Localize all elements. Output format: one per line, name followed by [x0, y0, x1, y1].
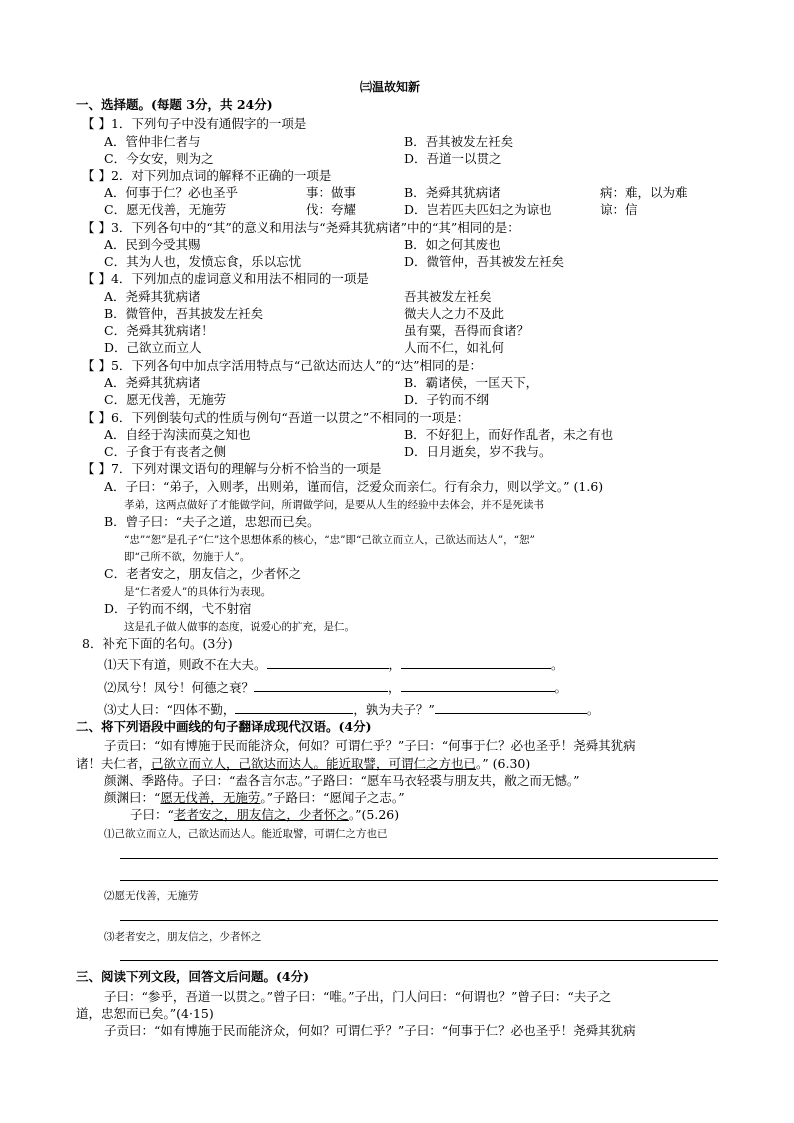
- q2-option-b: B．尧舜其犹病诸: [404, 185, 501, 200]
- q8-line-3-text-b: ，孰为夫子？”: [353, 702, 435, 717]
- q8-line-3-text-a: ⑶丈人曰：“四体不勤，: [104, 702, 236, 717]
- sec2-para-line-2-a: 诸！夫仁者，: [76, 756, 152, 771]
- q7-option-d-note: 这是孔子做人做事的态度，说爱心的扩充，是仁。: [124, 621, 355, 633]
- sec3-para-line-3: 子贡曰：“如有博施于民而能济众，何如？可谓仁乎？”子曰：“何事于仁？必也圣乎！尧舜其犹病: [104, 1023, 636, 1038]
- q8-blank-1b[interactable]: [401, 656, 551, 669]
- q7-option-b-note-2: 即“己所不欲，勿施于人”。: [124, 551, 251, 563]
- q3-stem: 【 】3．下列各句中的“其”的意义和用法与“尧舜其犹病诸”中的“其”相同的是：: [82, 220, 520, 235]
- section1-heading: 一、选择题。(每题 3分，共 24分): [76, 97, 273, 112]
- q4-option-c: C．尧舜其犹病诸！: [104, 323, 214, 338]
- q4-option-d-pair: 人而不仁，如礼何: [404, 340, 505, 355]
- sec2-underlined-sentence-1: 己欲立而立人，己欲达而达人。能近取譬，可谓仁之方也已: [151, 756, 477, 771]
- q7-option-c-note: 是“仁者爱人”的具体行为表现。: [124, 586, 272, 598]
- q1-option-c: C．今女安，则为之: [104, 151, 214, 166]
- q7-stem: 【 】7．下列对课文语句的理解与分析不恰当的一项是: [82, 461, 382, 476]
- sec2-underlined-sentence-3: 老者安之，朋友信之，少者怀之: [173, 807, 349, 822]
- q4-option-a: A．尧舜其犹病诸: [104, 289, 201, 304]
- q8-blank-3b[interactable]: [435, 701, 587, 714]
- q8-line-1: ⑴天下有道，则政不在大夫。 ， 。: [104, 657, 564, 672]
- translate-item-3: ⑶老者安之，朋友信之，少者怀之: [104, 931, 262, 943]
- answer-line-1a[interactable]: [120, 858, 718, 859]
- q4-option-a-pair: 吾其被发左衽矣: [404, 289, 492, 304]
- sec2-para-line-2: [76, 756, 530, 772]
- section2-heading: 二、将下列语段中画线的句子翻译成现代汉语。(4分): [76, 719, 372, 734]
- sec3-para-line-2: 道，忠恕而已矣。”(4·15): [76, 1006, 214, 1021]
- q6-option-c: C．子食于有丧者之侧: [104, 444, 227, 459]
- q6-stem: 【 】6．下列倒装句式的性质与例句“吾道一以贯之”不相同的一项是：: [82, 410, 470, 425]
- q6-option-b: B．不好犯上，而好作乱者，未之有也: [404, 427, 614, 442]
- q2-option-c-gloss: 伐：夸耀: [306, 202, 357, 217]
- q4-stem: 【 】4．下列加点的虚词意义和用法不相同的一项是: [82, 271, 369, 286]
- sec2-para-line-5: [130, 807, 399, 823]
- translate-item-1: ⑴己欲立而立人，己欲达而达人。能近取譬，可谓仁之方也已: [104, 828, 388, 840]
- page-title: ㈢温故知新: [360, 80, 421, 94]
- q8-line-2: ⑵凤兮！凤兮！何德之衰？ ， 。: [104, 680, 568, 695]
- q8-line-1-text: ⑴天下有道，则政不在大夫。: [104, 657, 267, 672]
- sec3-para-line-1: 子曰：“参乎，吾道一以贯之。”曾子曰：“唯。”子出，门人问曰：“何谓也？”曾子曰：“夫子之: [104, 989, 612, 1004]
- sec2-para-line-3: 颜渊、季路侍。子曰：“盍各言尔志。”子路曰：“愿车马衣轻裘与朋友共，敝之而无憾。”: [104, 773, 580, 788]
- q3-option-b: B．如之何其废也: [404, 237, 501, 252]
- q6-option-d: D．日月逝矣，岁不我与。: [404, 444, 552, 459]
- q8-line-2-text: ⑵凤兮！凤兮！何德之衰？: [104, 680, 255, 695]
- q4-option-b-pair: 微夫人之力不及此: [404, 306, 505, 321]
- q8-blank-2a[interactable]: [254, 679, 388, 692]
- sec2-para-line-5-b: 。”(5.26): [348, 807, 400, 822]
- q4-option-b: B．微管仲，吾其披发左衽矣: [104, 306, 264, 321]
- q7-option-b: B．曾子曰：“夫子之道，忠恕而已矣。: [104, 514, 320, 529]
- q7-option-a-note: 孝弟，这两点做好了才能做学问，所谓做学问，是要从人生的经验中去体会，并不是死读书: [124, 499, 544, 511]
- q8-blank-2b[interactable]: [401, 679, 555, 692]
- sec2-para-line-4: [104, 790, 405, 806]
- sec2-para-line-2-b: 。” (6.30): [476, 756, 531, 771]
- q1-stem: 【 】1．下列句子中没有通假字的一项是: [82, 116, 307, 131]
- sec2-underlined-sentence-2: 愿无伐善，无施劳: [160, 790, 261, 805]
- q1-option-b: B．吾其被发左衽矣: [404, 134, 514, 149]
- q2-option-c: C．愿无伐善，无施劳: [104, 202, 227, 217]
- answer-line-1b[interactable]: [120, 880, 718, 881]
- q1-option-a: A．管仲非仁者与: [104, 134, 201, 149]
- q4-option-c-pair: 虽有粟，吾得而食诸？: [404, 323, 530, 338]
- q5-stem: 【 】5．下列各句中加点字活用特点与“己欲达而达人”的“达”相同的是：: [82, 358, 482, 373]
- q7-option-c: C．老者安之，朋友信之，少者怀之: [104, 566, 302, 581]
- q3-option-a: A．民到今受其赐: [104, 237, 201, 252]
- q3-option-d: D．微管仲，吾其被发左衽矣: [404, 254, 565, 269]
- sec2-para-line-5-a: 子曰：“: [130, 807, 174, 822]
- q5-option-d: D．子钓而不纲: [404, 392, 490, 407]
- q7-option-d: D．子钓而不纲，弋不射宿: [104, 601, 252, 616]
- q8-blank-3a[interactable]: [235, 701, 353, 714]
- sec2-para-line-4-a: 颜渊曰：“: [104, 790, 161, 805]
- q7-option-b-note-1: “忠”“恕”是孔子“仁”这个思想体系的核心，“忠”即“己欲立而立人，己欲达而达人”，“恕”: [124, 534, 535, 546]
- q3-option-c: C．其为人也，发愤忘食，乐以忘忧: [104, 254, 302, 269]
- sec2-para-line-4-b: 。”子路曰：“愿闻子之志。”: [260, 790, 405, 805]
- q5-option-a: A．尧舜其犹病诸: [104, 375, 201, 390]
- answer-line-3[interactable]: [120, 960, 718, 961]
- q6-option-a: A．自经于沟渎而莫之知也: [104, 427, 251, 442]
- translate-item-2: ⑵愿无伐善，无施劳: [104, 890, 199, 902]
- sec2-para-line-1: 子贡曰：“如有博施于民而能济众，何如？可谓仁乎？”子曰：“何事于仁？必也圣乎！尧舜其犹病: [104, 738, 636, 753]
- answer-line-2[interactable]: [120, 920, 718, 921]
- q5-option-c: C．愿无伐善，无施劳: [104, 392, 227, 407]
- q8-stem: 8．补充下面的名句。(3分): [82, 636, 233, 651]
- q2-option-b-gloss: 病：难，以为难: [600, 185, 688, 200]
- q1-option-d: D．吾道一以贯之: [404, 151, 502, 166]
- q8-line-3: ⑶丈人曰：“四体不勤， ，孰为夫子？” 。: [104, 702, 600, 717]
- q8-blank-1a[interactable]: [267, 656, 389, 669]
- q2-stem: 【 】2．对下列加点词的解释不正确的一项是: [82, 168, 332, 183]
- q2-option-d-gloss: 谅：信: [600, 202, 638, 217]
- q5-option-b: B．霸诸侯，一匡天下，: [404, 375, 539, 390]
- q4-option-d: D．己欲立而立人: [104, 340, 202, 355]
- q2-option-d: D．岂若匹夫匹妇之为谅也: [404, 202, 552, 217]
- q2-option-a: A．何事于仁？必也圣乎: [104, 185, 239, 200]
- section3-heading: 三、阅读下列文段，回答文后问题。(4分): [76, 969, 310, 984]
- q2-option-a-gloss: 事：做事: [306, 185, 357, 200]
- q7-option-a: A．子曰：“弟子，入则孝，出则弟，谨而信，泛爱众而亲仁。行有余力，则以学文。” (1.6): [104, 479, 604, 494]
